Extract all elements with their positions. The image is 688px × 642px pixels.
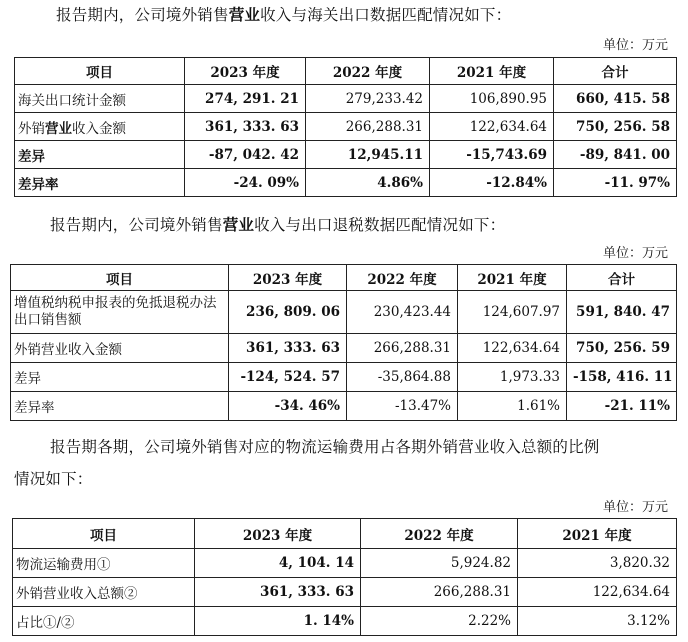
value-2022: 4.86% <box>306 169 430 197</box>
value-2021: 3,820.32 <box>518 549 677 578</box>
row-label: 差异 <box>15 141 185 169</box>
value-total: 591, 840. 47 <box>567 291 677 334</box>
header-cell: 2023 年度 <box>185 58 306 85</box>
header-cell: 项目 <box>11 265 229 291</box>
value-2022: 279,233.42 <box>306 85 430 113</box>
value-total: -21. 11% <box>567 392 677 421</box>
table-row <box>11 363 677 392</box>
value-2022: 2.22% <box>361 607 518 636</box>
header-cell: 2022 年度 <box>361 519 518 549</box>
value-2021: 3.12% <box>518 607 677 636</box>
value-2022: 5,924.82 <box>361 549 518 578</box>
value-2023: -24. 09% <box>185 169 306 197</box>
value-2021: 1.61% <box>458 392 567 421</box>
value-2021: 124,607.97 <box>458 291 567 334</box>
section3-intro-line1: 报告期各期，公司境外销售对应的物流运输费用占各期外销营业收入总额的比例 <box>50 438 600 456</box>
header-cell: 合计 <box>554 58 677 85</box>
table-row <box>15 141 677 169</box>
header-cell: 2021 年度 <box>518 519 677 549</box>
row-label: 外销营业收入金额 <box>11 334 229 363</box>
row-label: 增值税纳税申报表的免抵退税办法出口销售额 <box>11 291 229 334</box>
value-total: 660, 415. 58 <box>554 85 677 113</box>
value-2022: 266,288.31 <box>347 334 458 363</box>
section1-unit: 单位：万元 <box>602 38 668 53</box>
table-row <box>11 392 677 421</box>
value-total: -89, 841. 00 <box>554 141 677 169</box>
row-label: 差异 <box>11 363 229 392</box>
table-row <box>15 113 677 141</box>
row-label: 差异率 <box>15 169 185 197</box>
customs-export-table <box>14 57 677 197</box>
logistics-cost-table <box>12 518 677 636</box>
table-row <box>15 169 677 197</box>
row-label: 海关出口统计金额 <box>15 85 185 113</box>
table-header-row <box>15 58 677 85</box>
value-2021: -12.84% <box>430 169 554 197</box>
header-cell: 2021 年度 <box>430 58 554 85</box>
value-2022: 266,288.31 <box>361 578 518 607</box>
value-2023: 4, 104. 14 <box>195 549 361 578</box>
value-2023: 1. 14% <box>195 607 361 636</box>
table-row <box>15 85 677 113</box>
tax-refund-table <box>10 264 677 421</box>
header-cell: 项目 <box>15 58 185 85</box>
value-total: 750, 256. 58 <box>554 113 677 141</box>
value-2021: 1,973.33 <box>458 363 567 392</box>
section2-unit: 单位：万元 <box>602 246 668 261</box>
value-2022: 266,288.31 <box>306 113 430 141</box>
table-row <box>13 549 677 578</box>
section3-intro-line2: 情况如下： <box>14 470 93 488</box>
value-2023: 361, 333. 63 <box>195 578 361 607</box>
table-row <box>11 334 677 363</box>
table-row <box>11 291 677 334</box>
row-label: 差异率 <box>11 392 229 421</box>
row-label: 占比①/② <box>13 607 195 636</box>
value-2023: -124, 524. 57 <box>229 363 347 392</box>
section3-unit: 单位：万元 <box>602 500 668 515</box>
value-2022: -13.47% <box>347 392 458 421</box>
section2-intro: 报告期内，公司境外销售营业收入与出口退税数据匹配情况如下： <box>50 215 506 234</box>
section1-intro: 报告期内，公司境外销售营业收入与海关出口数据匹配情况如下： <box>56 5 512 24</box>
header-cell: 2022 年度 <box>306 58 430 85</box>
value-2023: -87, 042. 42 <box>185 141 306 169</box>
value-2023: 361, 333. 63 <box>185 113 306 141</box>
table-row <box>13 578 677 607</box>
value-total: 750, 256. 59 <box>567 334 677 363</box>
header-cell: 2023 年度 <box>195 519 361 549</box>
value-2021: 106,890.95 <box>430 85 554 113</box>
value-2022: 12,945.11 <box>306 141 430 169</box>
table-row <box>13 607 677 636</box>
header-cell: 2022 年度 <box>347 265 458 291</box>
table-header-row <box>13 519 677 549</box>
header-cell: 2023 年度 <box>229 265 347 291</box>
header-cell: 项目 <box>13 519 195 549</box>
value-2023: 361, 333. 63 <box>229 334 347 363</box>
value-2023: -34. 46% <box>229 392 347 421</box>
table-header-row <box>11 265 677 291</box>
value-total: -11. 97% <box>554 169 677 197</box>
value-2021: -15,743.69 <box>430 141 554 169</box>
row-label: 外销营业收入总额② <box>13 578 195 607</box>
value-2022: 230,423.44 <box>347 291 458 334</box>
row-label: 外销营业收入金额 <box>15 113 185 141</box>
value-2023: 274, 291. 21 <box>185 85 306 113</box>
value-2021: 122,634.64 <box>430 113 554 141</box>
value-total: -158, 416. 11 <box>567 363 677 392</box>
value-2023: 236, 809. 06 <box>229 291 347 334</box>
header-cell: 2021 年度 <box>458 265 567 291</box>
row-label: 物流运输费用① <box>13 549 195 578</box>
header-cell: 合计 <box>567 265 677 291</box>
value-2021: 122,634.64 <box>518 578 677 607</box>
value-2021: 122,634.64 <box>458 334 567 363</box>
value-2022: -35,864.88 <box>347 363 458 392</box>
